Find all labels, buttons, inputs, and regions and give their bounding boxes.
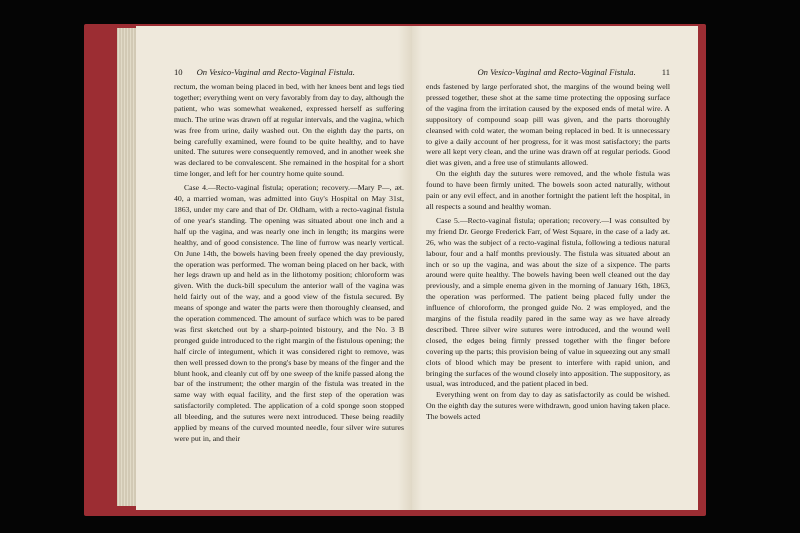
right-paragraph-1: ends fastened by large perforated shot, the margins of the wound being well pressed together, these shot at the same time protecting the opposing surface of the vagina from the irritation caused by the exposed ends of metal wire. A suppository of compound soap pill was given, and the parts thoroughly cleansed with cold water, the woman being replaced in bed. It is unnecessary to give a daily account of her progress, for it was most satisfactory; the parts were all kept very clean, and the urine was drawn off at regular periods. Good diet was given, and a free use of stimulants allowed. xyxy=(426,82,670,168)
right-paragraph-4: Everything went on from day to day as satisfactorily as could be wished. On the eighth day the sutures were withdrawn, good union having taken place. The bowels acted xyxy=(426,390,670,422)
right-page xyxy=(412,26,698,510)
right-paragraph-3: Case 5.—Recto-vaginal fistula; operation; recovery.—I was consulted by my friend Dr. George Frederick Farr, of West Square, in the case of a lady æt. 26, who was the subject of a recto-vaginal fistula, following a tedious natural labour, four and a half months previously. The fistula was situated about an inch or so up the vagina, and was about the size of a sixpence. The parts around were quite healthy. The bowels having been well cleaned out the day previously, and a simple enema given in the morning of January 16th, 1863, the operation was performed. The patient being placed fully under the influence of chloroform, the pronged guide No. 2 was employed, and the margins of the fistula readily pared in the same way as we have already described. Three silver wire sutures were introduced, and the wound well closed, the edges being firmly pressed together with the finger before covering up the parts; this provision being of value in squeezing out any small clots of blood which may be present to interfere with rapid union, and bringing the surfaces of the wound closely into apposition. The suppository, as usual, was introduced, and the patient placed in bed. xyxy=(426,215,670,389)
left-running-title: On Vesico-Vaginal and Recto-Vaginal Fistula. xyxy=(196,67,355,77)
left-page xyxy=(136,26,412,510)
left-page-header xyxy=(174,66,404,78)
left-paragraph-2: Case 4.—Recto-vaginal fistula; operation; recovery.—Mary P—, æt. 40, a married woman, was admitted into Guy's Hospital on May 31st, 1863, under my care and that of Dr. Oldham, with a recto-vaginal fistula of one year's standing. The opening was situated about one inch and a half up the vagina, and was nearly one inch in length; its margins were healthy, and of good consistence. The line of furrow was nearly vertical. On June 14th, the bowels having been freely opened the day previously, the operation was performed. The woman being placed on her back, with her legs drawn up and held as in the lithotomy position; chloroform was given. With the duck-bill speculum the anterior wall of the vagina was held fairly out of the way, and a good view of the fistula secured. By means of sponge and water the parts were then thoroughly cleansed, and the operation commenced. The amount of surface which was to be pared was first sketched out by a sharp-pointed bistoury, and the No. 3 B pronged guide introduced to the right margin of the fistulous opening; the half circle of integument, which it was considered right to remove, was then well pressed down to the prong's base by means of the finger and the blunt hook, and cleanly cut off by one sweep of the knife passed along the bar of the instrument; the other margin of the fistula was treated in the same way with equal facility, and the first step of the operation was satisfactorily completed. The application of a cold sponge soon stopped all bleeding, and the sutures were next introduced. These being readily applied by means of the curved mounted needle, four silver wire sutures were put in, and their xyxy=(174,183,404,443)
right-page-number: 11 xyxy=(661,67,670,77)
left-paragraph-1: rectum, the woman being placed in bed, with her knees bent and legs tied together; everything went on very favorably from day to day, although the patient, who was somewhat weakened, expressed herself as suffering much. The urine was drawn off at regular intervals, and the vagina, which was free from urine, daily washed out. On the eighth day the parts, on being carefully examined, were found to be quite healthy, and to have united. The sutures were consequently removed, and in another week she was declared to be convalescent. She remained in the hospital for a short time longer, and left for her country home quite sound. xyxy=(174,82,404,179)
right-running-title: On Vesico-Vaginal and Recto-Vaginal Fistula. xyxy=(477,67,636,77)
right-paragraph-2: On the eighth day the sutures were removed, and the whole fistula was found to have been firmly united. The bowels soon acted naturally, without pain or any evil effect, and in another fortnight the patient left the hospital, in all respects a sound and healthy woman. xyxy=(426,169,670,211)
left-page-number: 10 xyxy=(174,67,183,77)
right-page-header xyxy=(426,66,670,78)
